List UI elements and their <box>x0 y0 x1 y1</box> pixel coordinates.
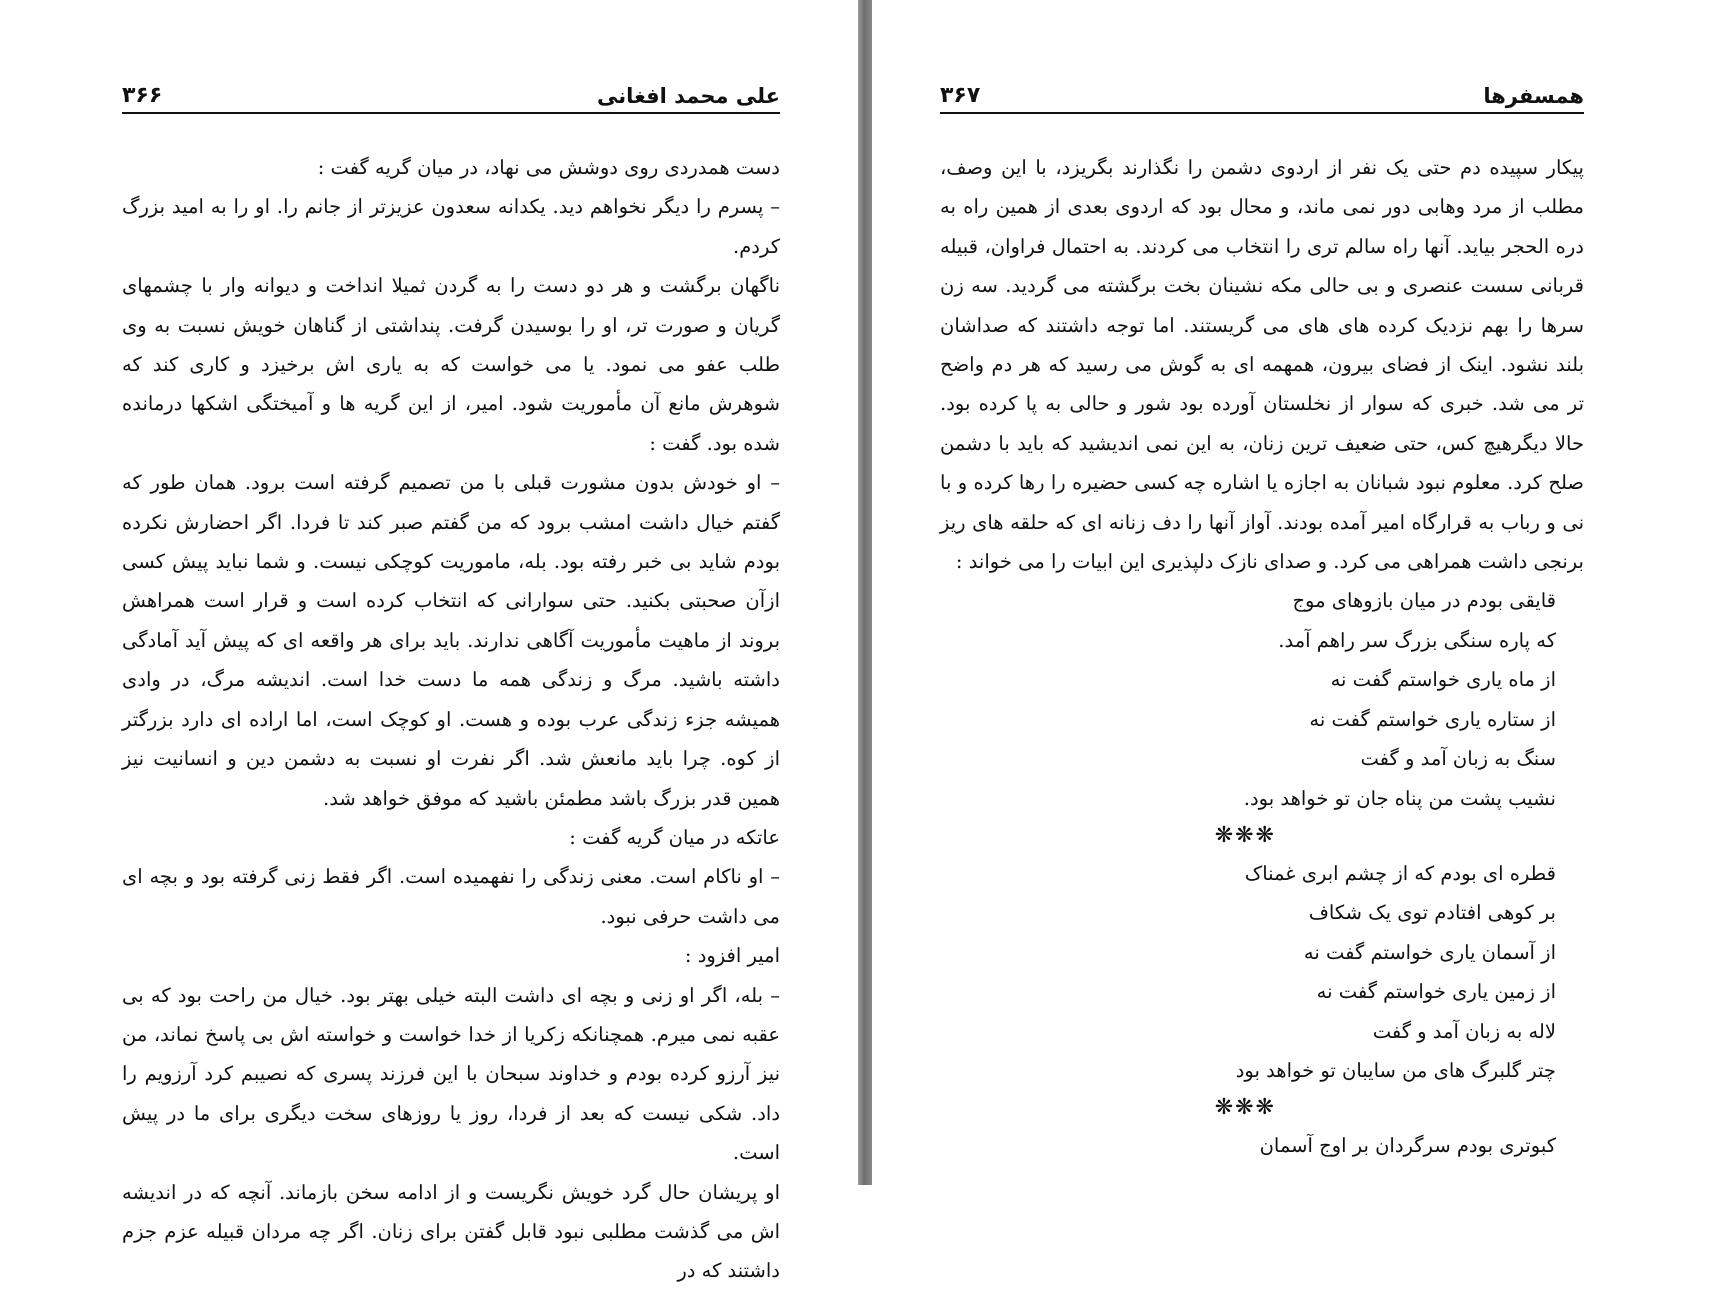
poem-line: قطره ای بودم که از چشم ابری غمناک <box>1244 861 1556 885</box>
stanza-separator: ❋❋❋ <box>1214 822 1276 848</box>
poem-line: که پاره سنگی بزرگ سر راهم آمد. <box>1278 628 1556 652</box>
page-number: ۳۶۶ <box>122 83 163 108</box>
poem-line: از ستاره یاری خواستم گفت نه <box>1309 707 1556 731</box>
paragraph: او پریشان حال گرد خویش نگریست و از ادامه سخن بازماند. آنچه که در اندیشه اش می گذشت مطلبی نبود قابل گفتن برای زنان. اگر چه مردان قبیله عزم جزم داشتند که در <box>122 1180 780 1283</box>
poem-stanza <box>940 854 1584 1090</box>
poem-line: از آسمان یاری خواستم گفت نه <box>1303 940 1556 964</box>
paragraph: ناگهان برگشت و هر دو دست را به گردن ثمیلا انداخت و دیوانه وار با چشمهای گریان و صورت تر، او را بوسیدن گرفت. پنداشتی از گناهان خویش نسبت به وی طلب عفو می نمود. یا می خواست که به یاری اش برخیزد و کاری کند که شوهرش مانع آن مأموریت شود. امیر، از این گریه ها و آمیختگی اشکها درمانده شده بود. گفت : <box>122 274 780 455</box>
book-gutter <box>858 0 872 1185</box>
running-title: علی محمد افغانی <box>597 84 780 108</box>
paragraph: عاتکه در میان گریه گفت : <box>569 825 780 849</box>
poem-line: از ماه یاری خواستم گفت نه <box>1330 668 1556 692</box>
poem-line: نشیب پشت من پناه جان تو خواهد بود. <box>1243 786 1556 810</box>
right-page <box>872 0 1729 1185</box>
paragraph: – پسرم را دیگر نخواهم دید. یکدانه سعدون عزیزتر از جانم را. او را به امید بزرگ کردم. <box>122 195 780 258</box>
left-page <box>0 0 858 1283</box>
poem-stanza <box>940 1126 1584 1165</box>
paragraph: – او خودش بدون مشورت قبلی با من تصمیم گرفته است برود. همان طور که گفتم خیال داشت امشب برود که من گفتم صبر کند تا فردا. اگر احضارش نکرده بودم شاید بی خبر رفته بود. بله، ماموریت کوچکی نیست. و شما نباید پیش کسی ازآن صحبتی بکنید. حتی سوارانی که انتخاب کرده است و قرار است همراهش بروند از ماهیت مأموریت آگاهی ندارند. باید برای هر واقعه ای که پیش آید آمادگی داشته باشید. مرگ و زندگی همه ما دست خدا است. اندیشه مرگ، در وادی همیشه جزء زندگی عرب بوده و هست. او کوچک است، اما اراده ای دارد بزرگتر از کوه. چرا باید مانعش شد. اگر نفرت او نسبت به دشمن دین و انسانیت نیز همین قدر بزرگ باشد مطمئن باشید که موفق خواهد شد. <box>122 471 780 810</box>
poem-line: لاله به زبان آمد و گفت <box>1372 1019 1556 1043</box>
paragraph: امیر افزود : <box>684 944 780 968</box>
poem-line: چتر گلبرگ های من سایبان تو خواهد بود <box>1235 1058 1556 1082</box>
page-header <box>122 74 780 114</box>
poem-line: کبوتری بودم سرگردان بر اوج آسمان <box>1259 1134 1556 1158</box>
stanza-separator: ❋❋❋ <box>1214 1095 1276 1121</box>
poem-line: بر کوهی افتادم توی یک شکاف <box>1308 901 1556 925</box>
paragraph: – بله، اگر او زنی و بچه ای داشت البته خیلی بهتر بود. خیال من راحت بود که بی عقبه نمی میرم. همچنانکه زکریا از خدا خواست و خواسته اش بی پاسخ نماند، من نیز آرزو کرده بودم و خداوند سبحان با این فرزند پسری که نصیبم کرد آرزویم را داد. شکی نیست که بعد از فردا، روز یا روزهای سخت دیگری برای ما در پیش است. <box>122 983 780 1165</box>
paragraph: دست همدردی روی دوشش می نهاد، در میان گریه گفت : <box>317 156 780 179</box>
page-header <box>940 74 1584 114</box>
page-number: ۳۶۷ <box>940 83 981 108</box>
paragraph: – او ناکام است. معنی زندگی را نفهمیده است. اگر فقط زنی گرفته بود و بچه ای می داشت حرفی نبود. <box>122 865 780 928</box>
poem-line: قایقی بودم در میان بازوهای موج <box>1292 589 1556 613</box>
poem-line: سنگ به زبان آمد و گفت <box>1360 747 1556 771</box>
poem-line: از زمین یاری خواستم گفت نه <box>1316 980 1556 1004</box>
poem-stanza <box>940 581 1584 817</box>
page-body <box>122 148 780 1291</box>
running-title: همسفرها <box>1483 84 1584 108</box>
page-body <box>940 148 1584 1166</box>
paragraph: پیکار سپیده دم حتی یک نفر از اردوی دشمن را نگذارند بگریزد، با این وصف، مطلب از مرد وهابی دور نمی ماند، و محال بود که اردوی بعدی از همین راه به دره الحجر بیاید. آنها راه سالم تری را انتخاب می کردند. به احتمال فراوان، قبیله قربانی سست عنصری و بی حالی مکه نشینان بخت برگشته می گردید. سه زن سرها را بهم نزدیک کرده های های می گریستند. اما توجه داشتند که صداشان بلند نشود. اینک از فضای بیرون، همهمه ای به گوش می رسید که هر دم واضح تر می شد. خبری که سوار از نخلستان آورده بود شور و حالی به پا کرده بود. حالا دیگرهیچ کس، حتی ضعیف ترین زنان، به این نمی اندیشید که باید با دشمن صلح کرد. معلوم نبود شبانان به اجازه یا اشاره چه کسی حضیره را رها کرده و با نی و رباب به قرارگاه امیر آمده بودند. آواز آنها را دف زنانه ای که حلقه های ریز برنجی داشت همراهی می کرد. و صدای نازک دلپذیری این ابیات را می خواند : <box>940 156 1584 574</box>
